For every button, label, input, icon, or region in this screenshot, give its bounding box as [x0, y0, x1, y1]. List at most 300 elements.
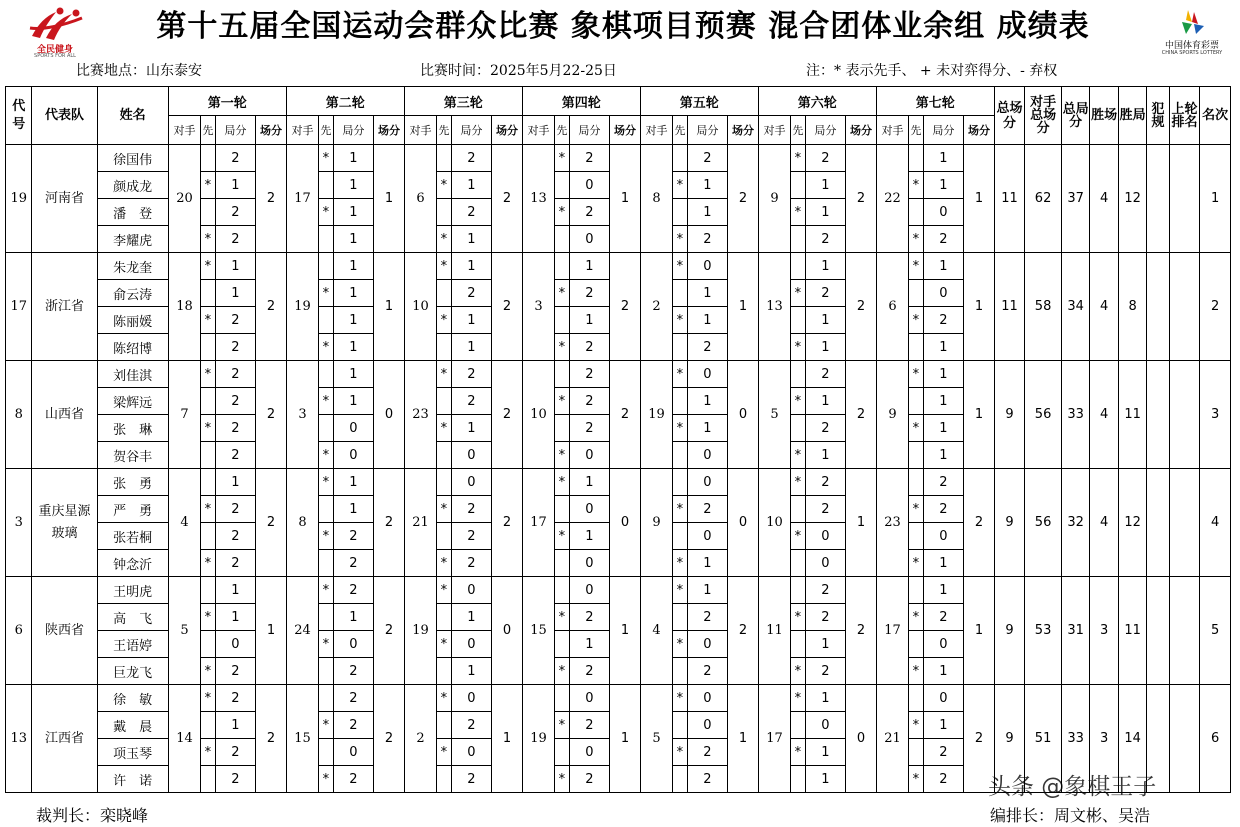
game-score: 2: [569, 658, 610, 685]
game-score: 1: [215, 280, 256, 307]
round-match-score: 1: [846, 469, 877, 577]
first-move-mark: *: [319, 145, 333, 172]
round-match-score: 1: [492, 685, 523, 793]
game-score: 1: [687, 577, 728, 604]
first-move-mark: *: [319, 334, 333, 361]
first-move-mark: *: [909, 172, 923, 199]
col-opp-total: 对手总场分: [1025, 87, 1062, 145]
game-score: 1: [805, 631, 846, 658]
opponent-total-score: 56: [1025, 361, 1062, 469]
first-move-mark: *: [319, 577, 333, 604]
game-score: 0: [923, 199, 964, 226]
first-move-mark: [555, 739, 569, 766]
round-match-score: 2: [846, 253, 877, 361]
first-move-mark: *: [909, 712, 923, 739]
game-score: 0: [687, 685, 728, 712]
first-move-mark: *: [437, 739, 451, 766]
game-score: 2: [451, 199, 492, 226]
first-move-mark: *: [319, 766, 333, 793]
sub-match-r5: 场分: [728, 116, 759, 145]
game-score: 1: [805, 685, 846, 712]
round-opponent: 14: [168, 685, 201, 793]
first-move-mark: *: [909, 415, 923, 442]
game-score: 2: [451, 280, 492, 307]
game-score: 1: [333, 604, 374, 631]
game-score: 1: [333, 307, 374, 334]
game-score: 2: [451, 361, 492, 388]
round-opponent: 6: [876, 253, 909, 361]
round-opponent: 17: [876, 577, 909, 685]
first-move-mark: [673, 766, 687, 793]
player-name: 许 诺: [97, 766, 168, 793]
sub-match-r3: 场分: [492, 116, 523, 145]
first-move-mark: *: [437, 307, 451, 334]
round-opponent: 7: [168, 361, 201, 469]
game-score: 1: [923, 145, 964, 172]
game-score: 2: [687, 226, 728, 253]
round-match-score: 2: [610, 361, 641, 469]
first-move-mark: *: [201, 604, 215, 631]
game-score: 2: [569, 388, 610, 415]
first-move-mark: [791, 253, 805, 280]
first-move-mark: [437, 469, 451, 496]
first-move-mark: *: [437, 577, 451, 604]
referee-text: 裁判长：栾晓峰: [36, 806, 149, 825]
round-opponent: 9: [640, 469, 673, 577]
game-score: 1: [923, 334, 964, 361]
game-score: 2: [569, 415, 610, 442]
logo-china-sports-lottery: [1152, 8, 1232, 58]
round-opponent: 19: [640, 361, 673, 469]
first-move-mark: *: [791, 334, 805, 361]
game-score: 2: [805, 145, 846, 172]
first-move-mark: [319, 226, 333, 253]
round-opponent: 8: [286, 469, 319, 577]
game-score: 2: [451, 388, 492, 415]
first-move-mark: *: [201, 226, 215, 253]
first-move-mark: [791, 577, 805, 604]
first-move-mark: *: [673, 361, 687, 388]
round-match-score: 1: [728, 685, 759, 793]
col-round-4: 第四轮: [522, 87, 640, 116]
game-score: 0: [451, 469, 492, 496]
col-wins: 胜场: [1090, 87, 1118, 145]
game-score: 0: [923, 523, 964, 550]
first-move-mark: [319, 604, 333, 631]
col-name: 姓名: [97, 87, 168, 145]
game-score: 2: [569, 199, 610, 226]
game-score: 1: [923, 253, 964, 280]
first-move-mark: [437, 199, 451, 226]
sub-match-r1: 场分: [256, 116, 287, 145]
sub-opp-r2: 对手: [286, 116, 319, 145]
logo-left-sub: SPORTS FOR ALL: [34, 53, 76, 59]
sub-game-r3: 局分: [451, 116, 492, 145]
first-move-mark: *: [673, 307, 687, 334]
game-score: 1: [569, 307, 610, 334]
round-opponent: 8: [640, 145, 673, 253]
player-name: 张若桐: [97, 523, 168, 550]
round-match-score: 0: [728, 361, 759, 469]
first-move-mark: [909, 523, 923, 550]
col-total-game: 总局分: [1061, 87, 1089, 145]
game-score: 1: [569, 469, 610, 496]
total-match-score: 11: [994, 145, 1025, 253]
first-move-mark: *: [555, 469, 569, 496]
game-score: 2: [215, 388, 256, 415]
first-move-mark: [437, 334, 451, 361]
sub-opp-r3: 对手: [404, 116, 437, 145]
game-score: 1: [215, 577, 256, 604]
game-score: 2: [687, 604, 728, 631]
game-score: 2: [215, 307, 256, 334]
sub-first-r3: 先: [437, 116, 451, 145]
game-score: 2: [687, 145, 728, 172]
round-opponent: 10: [758, 469, 791, 577]
previous-rank: [1169, 577, 1200, 685]
round-opponent: 11: [758, 577, 791, 685]
round-match-score: 1: [964, 145, 995, 253]
game-score: 0: [923, 685, 964, 712]
game-score: 2: [215, 658, 256, 685]
round-match-score: 0: [374, 361, 405, 469]
game-score: 0: [333, 739, 374, 766]
game-score: 1: [451, 307, 492, 334]
final-rank: 5: [1200, 577, 1231, 685]
col-round-2: 第二轮: [286, 87, 404, 116]
total-match-score: 9: [994, 361, 1025, 469]
player-name: 陈丽媛: [97, 307, 168, 334]
first-move-mark: *: [791, 739, 805, 766]
player-name: 巨龙飞: [97, 658, 168, 685]
round-opponent: 13: [758, 253, 791, 361]
first-move-mark: [673, 523, 687, 550]
previous-rank: [1169, 145, 1200, 253]
first-move-mark: [201, 145, 215, 172]
first-move-mark: [673, 442, 687, 469]
round-opponent: 5: [640, 685, 673, 793]
game-score: 1: [569, 631, 610, 658]
game-score: 1: [687, 388, 728, 415]
game-score: 1: [923, 415, 964, 442]
first-move-mark: [909, 442, 923, 469]
first-move-mark: [791, 550, 805, 577]
game-score: 1: [451, 415, 492, 442]
first-move-mark: *: [319, 199, 333, 226]
round-opponent: 15: [522, 577, 555, 685]
first-move-mark: *: [909, 766, 923, 793]
first-move-mark: *: [437, 685, 451, 712]
first-move-mark: *: [791, 199, 805, 226]
first-move-mark: [437, 280, 451, 307]
round-match-score: 2: [256, 253, 287, 361]
first-move-mark: *: [201, 253, 215, 280]
first-move-mark: [437, 442, 451, 469]
round-match-score: 1: [964, 361, 995, 469]
team-seq: 8: [6, 361, 32, 469]
round-match-score: 0: [846, 685, 877, 793]
round-opponent: 19: [286, 253, 319, 361]
fouls: [1147, 361, 1169, 469]
round-opponent: 24: [286, 577, 319, 685]
game-score: 0: [569, 442, 610, 469]
table-row: [6, 253, 1231, 280]
player-name: 张 勇: [97, 469, 168, 496]
game-score: 2: [687, 496, 728, 523]
first-move-mark: [555, 307, 569, 334]
game-score: 1: [333, 172, 374, 199]
team-seq: 17: [6, 253, 32, 361]
round-match-score: 1: [610, 685, 641, 793]
round-match-score: 1: [374, 145, 405, 253]
game-score: 2: [805, 415, 846, 442]
round-match-score: 2: [256, 469, 287, 577]
first-move-mark: [673, 388, 687, 415]
game-score: 0: [687, 523, 728, 550]
first-move-mark: *: [791, 658, 805, 685]
col-win-games: 胜局: [1118, 87, 1146, 145]
game-score: 2: [805, 496, 846, 523]
page-title: 第十五届全国运动会群众比赛 象棋项目预赛 混合团体业余组 成绩表: [156, 9, 1090, 44]
player-name: 严 勇: [97, 496, 168, 523]
sub-game-r7: 局分: [923, 116, 964, 145]
game-score: 1: [805, 199, 846, 226]
round-match-score: 1: [964, 577, 995, 685]
game-score: 0: [923, 280, 964, 307]
player-name: 高 飞: [97, 604, 168, 631]
game-score: 2: [805, 658, 846, 685]
round-opponent: 23: [404, 361, 437, 469]
col-team: 代表队: [32, 87, 97, 145]
first-move-mark: *: [555, 334, 569, 361]
first-move-mark: *: [791, 604, 805, 631]
round-match-score: 2: [492, 253, 523, 361]
fouls: [1147, 577, 1169, 685]
total-match-score: 9: [994, 577, 1025, 685]
fouls: [1147, 253, 1169, 361]
player-name: 陈绍博: [97, 334, 168, 361]
first-move-mark: *: [791, 145, 805, 172]
round-opponent: 4: [640, 577, 673, 685]
win-games: 12: [1118, 145, 1146, 253]
game-score: 2: [805, 361, 846, 388]
final-rank: 2: [1200, 253, 1231, 361]
first-move-mark: *: [673, 577, 687, 604]
round-opponent: 13: [522, 145, 555, 253]
game-score: 2: [569, 712, 610, 739]
round-match-score: 2: [964, 469, 995, 577]
first-move-mark: *: [437, 415, 451, 442]
game-score: 0: [687, 469, 728, 496]
first-move-mark: [791, 226, 805, 253]
game-score: 1: [687, 415, 728, 442]
team-seq: 6: [6, 577, 32, 685]
round-match-score: 2: [374, 577, 405, 685]
round-match-score: 2: [256, 145, 287, 253]
game-score: 2: [451, 496, 492, 523]
first-move-mark: *: [791, 469, 805, 496]
player-name: 李耀虎: [97, 226, 168, 253]
game-score: 2: [805, 604, 846, 631]
game-score: 2: [451, 766, 492, 793]
sub-game-r5: 局分: [687, 116, 728, 145]
team-name: 江西省: [32, 685, 97, 793]
round-match-score: 1: [728, 253, 759, 361]
total-match-score: 9: [994, 685, 1025, 793]
first-move-mark: [201, 631, 215, 658]
game-score: 0: [569, 685, 610, 712]
round-opponent: 17: [286, 145, 319, 253]
first-move-mark: *: [201, 415, 215, 442]
player-name: 钟念沂: [97, 550, 168, 577]
first-move-mark: [555, 550, 569, 577]
sub-game-r4: 局分: [569, 116, 610, 145]
first-move-mark: [791, 361, 805, 388]
first-move-mark: *: [673, 550, 687, 577]
team-name: 山西省: [32, 361, 97, 469]
first-move-mark: *: [201, 361, 215, 388]
first-move-mark: [909, 334, 923, 361]
first-move-mark: *: [437, 631, 451, 658]
wins: 3: [1090, 685, 1118, 793]
game-score: 2: [215, 550, 256, 577]
player-name: 张 琳: [97, 415, 168, 442]
first-move-mark: [201, 280, 215, 307]
game-score: 1: [215, 604, 256, 631]
game-score: 0: [569, 226, 610, 253]
round-match-score: 2: [374, 469, 405, 577]
game-score: 1: [451, 604, 492, 631]
win-games: 11: [1118, 361, 1146, 469]
game-score: 2: [333, 550, 374, 577]
game-score: 0: [687, 442, 728, 469]
game-score: 1: [805, 739, 846, 766]
first-move-mark: [673, 199, 687, 226]
game-score: 1: [687, 550, 728, 577]
first-move-mark: [555, 172, 569, 199]
player-name: 徐 敏: [97, 685, 168, 712]
game-score: 1: [805, 334, 846, 361]
game-score: 2: [333, 523, 374, 550]
first-move-mark: [201, 766, 215, 793]
sub-opp-r6: 对手: [758, 116, 791, 145]
game-score: 2: [333, 658, 374, 685]
game-score: 1: [215, 172, 256, 199]
game-score: 0: [569, 172, 610, 199]
round-opponent: 17: [522, 469, 555, 577]
round-opponent: 18: [168, 253, 201, 361]
running-figures-icon: [22, 6, 88, 42]
sub-match-r4: 场分: [610, 116, 641, 145]
first-move-mark: [319, 307, 333, 334]
first-move-mark: [437, 712, 451, 739]
first-move-mark: [555, 685, 569, 712]
venue-text: 比赛地点：山东泰安: [76, 63, 202, 79]
game-score: 1: [923, 577, 964, 604]
game-score: 0: [333, 442, 374, 469]
game-score: 1: [923, 442, 964, 469]
round-opponent: 10: [522, 361, 555, 469]
first-move-mark: *: [437, 226, 451, 253]
wins: 4: [1090, 469, 1118, 577]
first-move-mark: *: [555, 766, 569, 793]
game-score: 0: [805, 712, 846, 739]
game-score: 1: [333, 469, 374, 496]
game-score: 2: [215, 496, 256, 523]
total-game-score: 34: [1061, 253, 1089, 361]
game-score: 1: [687, 280, 728, 307]
previous-rank: [1169, 253, 1200, 361]
first-move-mark: [201, 388, 215, 415]
game-score: 2: [215, 145, 256, 172]
opponent-total-score: 53: [1025, 577, 1062, 685]
first-move-mark: *: [555, 145, 569, 172]
game-score: 1: [333, 280, 374, 307]
col-rank: 名次: [1200, 87, 1231, 145]
sub-opp-r4: 对手: [522, 116, 555, 145]
first-move-mark: *: [909, 658, 923, 685]
table-row: [6, 685, 1231, 712]
time-text: 比赛时间：2025年5月22-25日: [420, 63, 617, 79]
first-move-mark: *: [909, 496, 923, 523]
first-move-mark: [201, 334, 215, 361]
first-move-mark: [555, 631, 569, 658]
round-match-score: 2: [492, 145, 523, 253]
first-move-mark: [673, 604, 687, 631]
game-score: 0: [451, 631, 492, 658]
total-match-score: 9: [994, 469, 1025, 577]
player-name: 王语婷: [97, 631, 168, 658]
round-match-score: 2: [256, 361, 287, 469]
first-move-mark: *: [791, 523, 805, 550]
first-move-mark: *: [673, 685, 687, 712]
round-opponent: 6: [404, 145, 437, 253]
game-score: 0: [451, 685, 492, 712]
game-score: 1: [215, 712, 256, 739]
game-score: 1: [451, 658, 492, 685]
first-move-mark: [673, 280, 687, 307]
game-score: 1: [805, 307, 846, 334]
game-score: 1: [687, 307, 728, 334]
col-prev-rank: 上轮排名: [1169, 87, 1200, 145]
final-rank: 6: [1200, 685, 1231, 793]
game-score: 0: [451, 739, 492, 766]
first-move-mark: [791, 766, 805, 793]
first-move-mark: [909, 469, 923, 496]
first-move-mark: *: [201, 496, 215, 523]
game-score: 1: [333, 496, 374, 523]
game-score: 1: [451, 226, 492, 253]
first-move-mark: *: [319, 712, 333, 739]
first-move-mark: [319, 658, 333, 685]
team-name: 陕西省: [32, 577, 97, 685]
first-move-mark: [555, 253, 569, 280]
player-name: 王明虎: [97, 577, 168, 604]
sub-opp-r5: 对手: [640, 116, 673, 145]
game-score: 2: [333, 766, 374, 793]
round-opponent: 4: [168, 469, 201, 577]
previous-rank: [1169, 685, 1200, 793]
first-move-mark: *: [201, 172, 215, 199]
first-move-mark: *: [201, 550, 215, 577]
game-score: 1: [215, 253, 256, 280]
first-move-mark: [909, 577, 923, 604]
game-score: 0: [333, 415, 374, 442]
player-name: 贺谷丰: [97, 442, 168, 469]
game-score: 1: [923, 388, 964, 415]
previous-rank: [1169, 469, 1200, 577]
first-move-mark: *: [319, 280, 333, 307]
